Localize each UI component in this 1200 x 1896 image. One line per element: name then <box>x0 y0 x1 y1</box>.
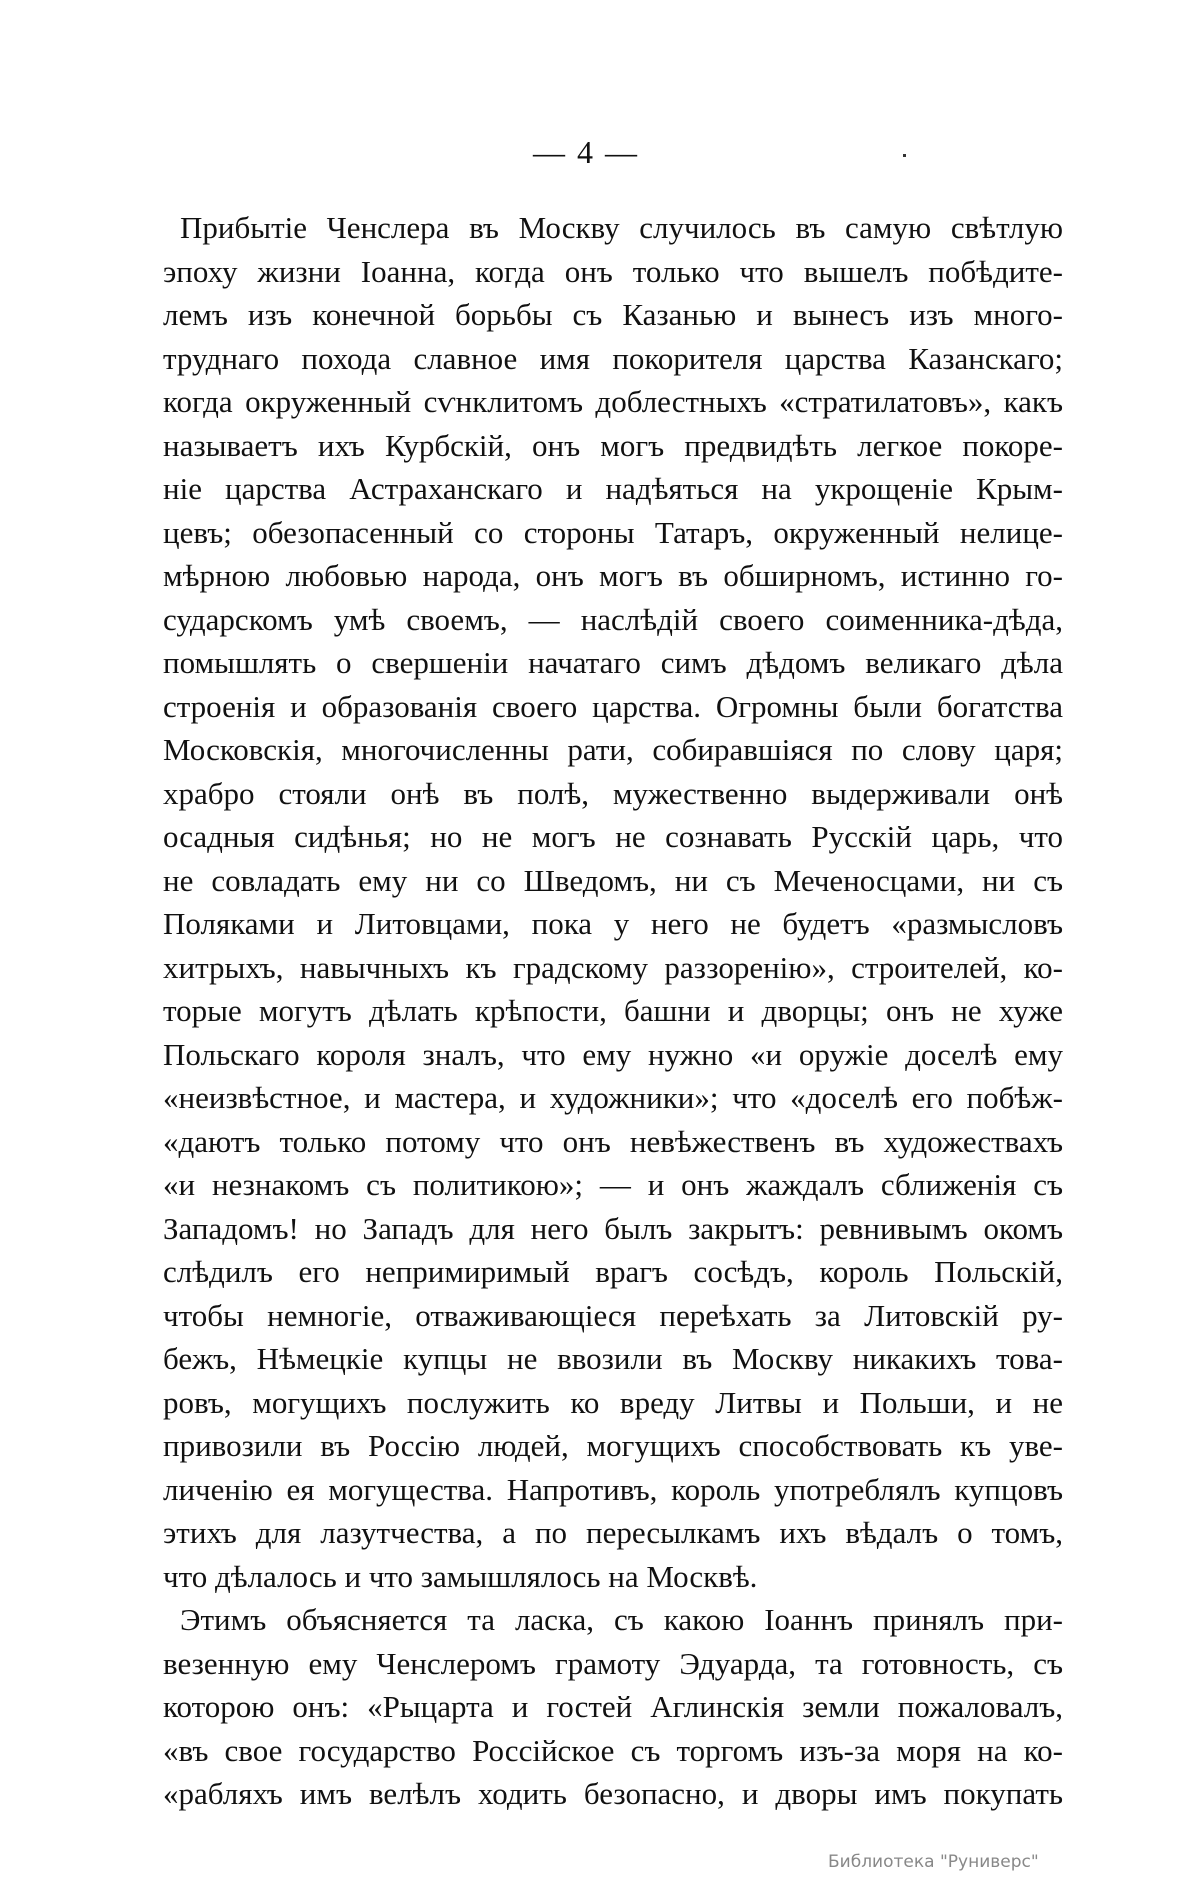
text-line: храбро стояли онѣ въ полѣ, мужественно выдерживали онѣ <box>163 775 1063 811</box>
text-line: эпоху жизни Іоанна, когда онъ только что вышелъ побѣдите- <box>163 253 1063 289</box>
page-number: — 4 — <box>533 134 639 170</box>
text-line: личенію ея могущества. Напротивъ, король употреблялъ купцовъ <box>163 1471 1063 1507</box>
text-line: Московскія, многочисленны рати, собиравшіяся по слову царя; <box>163 732 1063 767</box>
text-line: мѣрною любовью народа, онъ могъ въ обширномъ, истинно го- <box>163 558 1063 593</box>
text-line: труднаго похода славное имя покорителя царства Казанскаго; <box>163 340 1063 376</box>
body-text <box>163 206 1063 1816</box>
text-line: Прибытіе Ченслера въ Москву случилось въ самую свѣтлую <box>180 210 1063 245</box>
text-line: «въ свое государство Россійское съ торгомъ изъ-за моря на ко- <box>163 1732 1063 1768</box>
text-line: бежъ, Нѣмецкіе купцы не ввозили въ Москву никакихъ това- <box>163 1341 1063 1376</box>
text-line: ровъ, могущихъ послужить ко вреду Литвы и Польши, и не <box>163 1384 1063 1420</box>
text-line: осадныя сидѣнья; но не могъ не сознавать Русскій царь, что <box>163 819 1063 854</box>
text-line: привозили въ Россію людей, могущихъ способствовать къ уве- <box>163 1428 1063 1463</box>
library-watermark: Библиотека "Руниверс" <box>828 1852 1039 1872</box>
text-line: цевъ; обезопасенный со стороны Татаръ, окруженный нелице- <box>163 514 1063 550</box>
paragraph <box>163 1598 1063 1816</box>
text-line: помышлять о свершеніи начатаго симъ дѣдомъ великаго дѣла <box>163 645 1063 680</box>
text-line: называетъ ихъ Курбскій, онъ могъ предвидѣть легкое покоре- <box>163 427 1063 463</box>
text-line: «и незнакомъ съ политикою»; — и онъ жаждалъ сближенія съ <box>163 1167 1063 1202</box>
text-line: везенную ему Ченслеромъ грамоту Эдуарда, та готовность, съ <box>163 1645 1063 1681</box>
text-line: Этимъ объясняется та ласка, съ какою Іоаннъ принялъ при- <box>180 1602 1063 1637</box>
text-line: «неизвѣстное, и мастера, и художники»; что «доселѣ его побѣж- <box>163 1080 1063 1115</box>
text-line: не совладать ему ни со Шведомъ, ни съ Меченосцами, ни съ <box>163 862 1063 898</box>
text-line: которою онъ: «Рыцарта и гостей Аглинскія земли пожаловалъ, <box>163 1689 1063 1724</box>
text-line: чтобы немногіе, отваживающіеся переѣхать за Литовскій ру- <box>163 1297 1063 1333</box>
text-line: хитрыхъ, навычныхъ къ градскому раззоренію», строителей, ко- <box>163 949 1063 985</box>
text-line: торые могутъ дѣлать крѣпости, башни и дворцы; онъ не хуже <box>163 993 1063 1028</box>
text-line: «рабляхъ имъ велѣлъ ходить безопасно, и дворы имъ покупать <box>163 1776 1063 1811</box>
text-line: этихъ для лазутчества, а по пересылкамъ ихъ вѣдалъ о томъ, <box>163 1515 1063 1550</box>
text-line: «даютъ только потому что онъ невѣжественъ въ художествахъ <box>163 1123 1063 1159</box>
text-line: слѣдилъ его непримиримый врагъ сосѣдъ, король Польскій, <box>163 1254 1063 1289</box>
text-line: лемъ изъ конечной борьбы съ Казанью и вынесъ изъ много- <box>163 297 1063 332</box>
text-line: когда окруженный сѵнклитомъ доблестныхъ «стратилатовъ», какъ <box>163 384 1063 419</box>
text-line: строенія и образованія своего царства. Огромны были богатства <box>163 688 1063 724</box>
text-line: ніе царства Астраханскаго и надѣяться на укрощеніе Крым- <box>163 471 1063 506</box>
text-line: Западомъ! но Западъ для него былъ закрытъ: ревнивымъ окомъ <box>163 1210 1063 1246</box>
paragraph <box>163 206 1063 1598</box>
text-line: Польскаго короля зналъ, что ему нужно «и оружіе доселѣ ему <box>163 1036 1063 1072</box>
text-line: сударскомъ умѣ своемъ, — наслѣдій своего соименника-дѣда, <box>163 601 1063 637</box>
text-line: что дѣлалось и что замышлялось на Москвѣ. <box>163 1558 758 1594</box>
speck <box>903 154 906 157</box>
text-line: Поляками и Литовцами, пока у него не будетъ «размысловъ <box>163 906 1063 941</box>
